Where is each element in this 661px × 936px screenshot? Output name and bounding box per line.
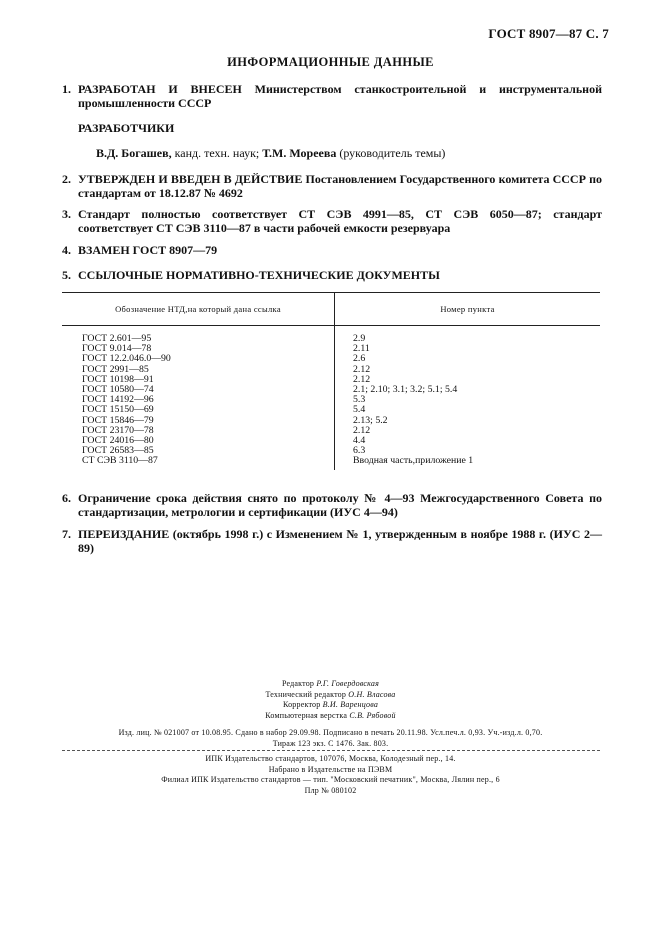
editor-label: Редактор (281, 679, 317, 688)
item-number: 5. (62, 268, 71, 282)
table-cell-clause: 5.4 (353, 404, 366, 416)
info-item-4 (62, 243, 602, 257)
table-cell-clause: Вводная часть,приложение 1 (353, 455, 474, 467)
tech-editor-line (0, 690, 661, 701)
item-text: ПЕРЕИЗДАНИЕ (октябрь 1998 г.) с Изменением № 1, утвержденным в ноябре 1988 г. (ИУС 2—89) (78, 527, 602, 555)
item-number: 1. (62, 82, 71, 96)
branch-line: Филиал ИПК Издательство стандартов — тип. "Московский печатник", Москва, Лялин пер., 6 (161, 775, 500, 784)
item-number: 2. (62, 172, 71, 186)
column-header-clause: Номер пункта (335, 293, 601, 326)
item-number: 6. (62, 491, 71, 505)
table-cell-document: ГОСТ 10198—91 (82, 373, 154, 385)
section-title: ИНФОРМАЦИОННЫЕ ДАННЫЕ (227, 55, 434, 69)
dashed-divider (62, 750, 600, 751)
plr-line: Плр № 080102 (304, 785, 357, 795)
table-cell-document: ГОСТ 9.014—78 (82, 343, 152, 355)
info-item-7 (62, 527, 602, 555)
circulation-line: Тираж 123 экз. С 1476. Зак. 803. (272, 738, 389, 748)
developers-heading: РАЗРАБОТЧИКИ (78, 121, 175, 135)
item-text: УТВЕРЖДЕН И ВВЕДЕН В ДЕЙСТВИЕ Постановлением Государственного комитета СССР по стандартам от 18.12.87 № 4692 (78, 172, 602, 200)
info-item-3 (62, 207, 602, 235)
table-cell-document: ГОСТ 15150—69 (82, 404, 154, 416)
layout-label: Компьютерная верстка (265, 710, 350, 720)
editor-line (0, 679, 661, 690)
tech-editor-name: О.Н. Власова (348, 689, 396, 699)
table-cell-clause: 4.4 (353, 434, 366, 446)
page-header: ГОСТ 8907—87 С. 7 (488, 26, 609, 41)
table-cell-document: ГОСТ 15846—79 (82, 414, 154, 426)
corrector-name: В.И. Варенцова (322, 700, 379, 709)
table-cell-clause: 2.12 (353, 424, 371, 436)
layout-line (0, 711, 661, 722)
info-item-6 (62, 491, 602, 519)
table-cell-clause: 2.11 (353, 343, 370, 355)
document-column (62, 326, 335, 471)
developer-name: В.Д. Богашев, (96, 146, 172, 160)
info-item-5 (62, 268, 602, 282)
corrector-line (0, 700, 661, 711)
references-table (62, 292, 600, 470)
info-item-1 (62, 82, 602, 110)
table-cell-document: ГОСТ 26583—85 (82, 445, 154, 457)
table-body-row (62, 326, 600, 471)
table-header-row (62, 293, 600, 326)
developer-role: (руководитель темы) (336, 146, 446, 160)
item-number: 4. (62, 243, 71, 257)
print-info-line: Изд. лиц. № 021007 от 10.08.95. Сдано в набор 29.09.98. Подписано в печать 20.11.98. Усл.печ.л. 0,93. Уч.-изд.л. 0,70. (118, 728, 543, 737)
item-text: РАЗРАБОТАН И ВНЕСЕН Министерством станкостроительной и инструментальной промышленности СССР (78, 82, 602, 110)
table-cell-document: ГОСТ 24016—80 (82, 434, 154, 446)
table-cell-clause: 2.6 (353, 353, 366, 365)
info-item-2 (62, 172, 602, 200)
table-cell-clause: 6.3 (353, 445, 366, 457)
table-cell-document: ГОСТ 12.2.046.0—90 (82, 353, 171, 365)
publisher-block (0, 754, 661, 796)
developers-list (96, 146, 445, 160)
item-text: Стандарт полностью соответствует СТ СЭВ 4991—85, СТ СЭВ 6050—87; стандарт соответствует СТ СЭВ 3110—87 в части рабочей емкости резервуара (78, 207, 602, 235)
typeset-line: Набрано в Издательстве на ПЭВМ (268, 764, 393, 774)
layout-name: С.В. Рябовой (349, 710, 396, 720)
table-cell-document: ГОСТ 23170—78 (82, 424, 154, 436)
table-cell-clause: 5.3 (353, 394, 366, 406)
item-number: 3. (62, 207, 71, 221)
table-cell-clause: 2.1; 2.10; 3.1; 3.2; 5.1; 5.4 (353, 383, 458, 395)
developer-role: канд. техн. наук; (171, 146, 263, 160)
table-cell-clause: 2.12 (353, 363, 371, 375)
developer-name: Т.М. Мореева (262, 146, 337, 160)
item-text: ССЫЛОЧНЫЕ НОРМАТИВНО-ТЕХНИЧЕСКИЕ ДОКУМЕНТЫ (78, 268, 440, 282)
table-cell-document: ГОСТ 14192—96 (82, 394, 154, 406)
table-cell-document: ГОСТ 2.601—95 (82, 333, 152, 344)
item-text: Ограничение срока действия снято по протоколу № 4—93 Межгосударственного Совета по стандартизации, метрологии и сертификации (ИУС 4—94) (78, 491, 602, 519)
table-cell-clause: 2.9 (353, 333, 366, 344)
table-cell-document: СТ СЭВ 3110—87 (82, 455, 158, 467)
column-header-document: Обозначение НТД,на который дана ссылка (62, 293, 335, 326)
credits-block (0, 679, 661, 721)
table-cell-clause: 2.13; 5.2 (353, 414, 388, 426)
editor-name: Р.Г. Говердовская (316, 679, 380, 688)
table-cell-document: ГОСТ 10580—74 (82, 383, 154, 395)
item-text: ВЗАМЕН ГОСТ 8907—79 (78, 243, 218, 257)
print-info-block (0, 728, 661, 749)
publisher-line: ИПК Издательство стандартов, 107076, Москва, Колодезный пер., 14. (205, 754, 456, 763)
clause-column (335, 326, 601, 471)
item-number: 7. (62, 527, 71, 541)
corrector-label: Корректор (282, 700, 323, 709)
tech-editor-label: Технический редактор (265, 689, 349, 699)
table-cell-clause: 2.12 (353, 373, 371, 385)
table-cell-document: ГОСТ 2991—85 (82, 363, 149, 375)
